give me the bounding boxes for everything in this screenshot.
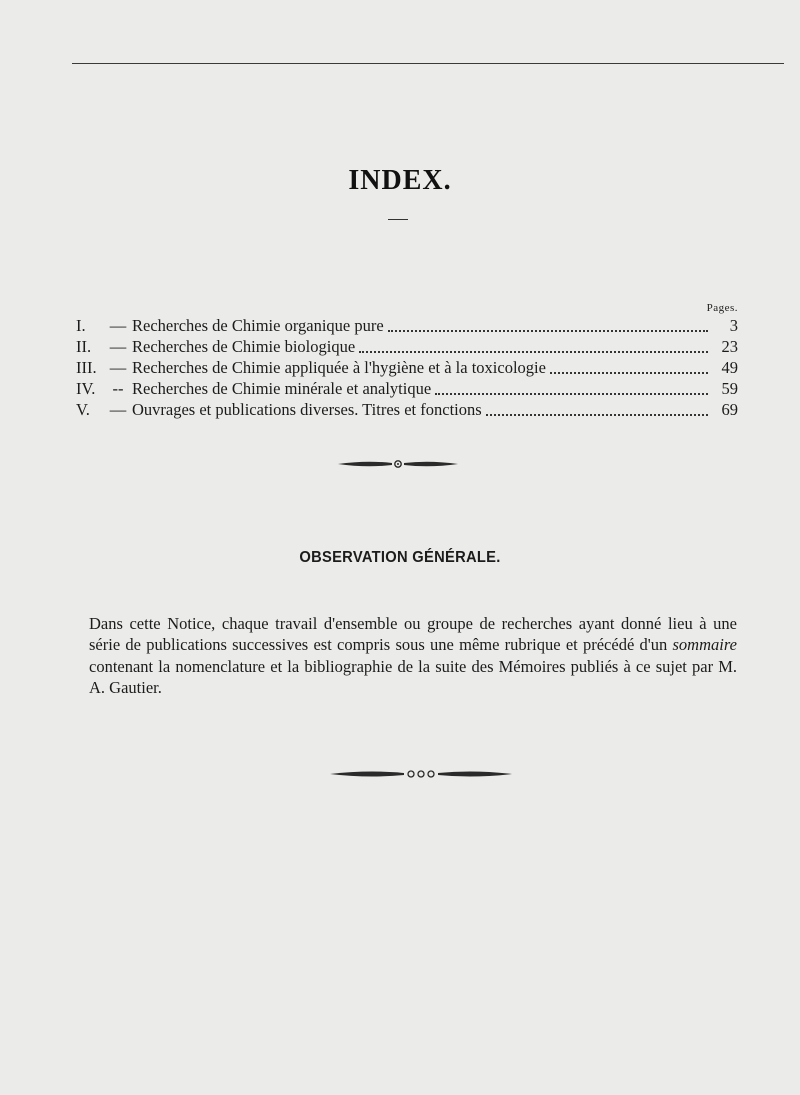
top-rule [72, 63, 784, 64]
section-heading: OBSERVATION GÉNÉRALE. [299, 549, 501, 566]
paragraph-text: Dans cette Notice, chaque travail d'ensemble ou groupe de recherches ayant donné lieu à une série de publications successives est compris sous une même rubrique et précédé d'un [89, 613, 737, 654]
ornamental-divider-icon [328, 767, 514, 781]
toc-dash: -- [112, 379, 124, 398]
toc-dash: — [109, 337, 127, 356]
observation-paragraph [89, 613, 737, 699]
toc-title: Recherches de Chimie organique pure [132, 316, 384, 335]
toc-page-number: 59 [721, 379, 738, 398]
toc-title: Recherches de Chimie minérale et analytique [132, 379, 432, 398]
toc-title: Recherches de Chimie appliquée à l'hygiène et à la toxicologie [132, 358, 546, 377]
toc-page-number: 23 [721, 337, 738, 356]
toc-entry [76, 316, 738, 337]
toc-leader-dots [550, 372, 708, 374]
toc-leader-dots [435, 393, 708, 395]
toc-page-number: 3 [729, 316, 738, 335]
paragraph-text: contenant la nomenclature et la bibliographie de la suite des Mémoires publiés à ce sujet par M. A. Gautier. [89, 656, 737, 697]
toc-entry [76, 358, 738, 379]
toc-dash: — [109, 400, 127, 419]
toc-entry [76, 337, 738, 358]
toc-numeral: IV. [76, 379, 96, 398]
toc-entry [76, 400, 738, 421]
toc-dash: — [109, 316, 127, 335]
title-dash [388, 219, 408, 220]
ornamental-divider-icon [336, 457, 460, 471]
toc-numeral: I. [76, 316, 86, 335]
pages-header: Pages. [706, 302, 738, 314]
toc-leader-dots [388, 330, 708, 332]
toc-numeral: II. [76, 337, 92, 356]
toc-entry [76, 379, 738, 400]
toc-page-number: 69 [721, 400, 738, 419]
emphasized-word: sommaire [672, 635, 737, 654]
toc-leader-dots [359, 351, 708, 353]
toc-numeral: V. [76, 400, 90, 419]
toc-title: Ouvrages et publications diverses. Titres et fonctions [132, 400, 482, 419]
page-title: INDEX. [348, 165, 452, 196]
toc-dash: — [109, 358, 127, 377]
toc-title: Recherches de Chimie biologique [132, 337, 356, 356]
toc-leader-dots [486, 414, 708, 416]
toc-numeral: III. [76, 358, 97, 377]
toc-page-number: 49 [721, 358, 738, 377]
table-of-contents [76, 316, 738, 421]
